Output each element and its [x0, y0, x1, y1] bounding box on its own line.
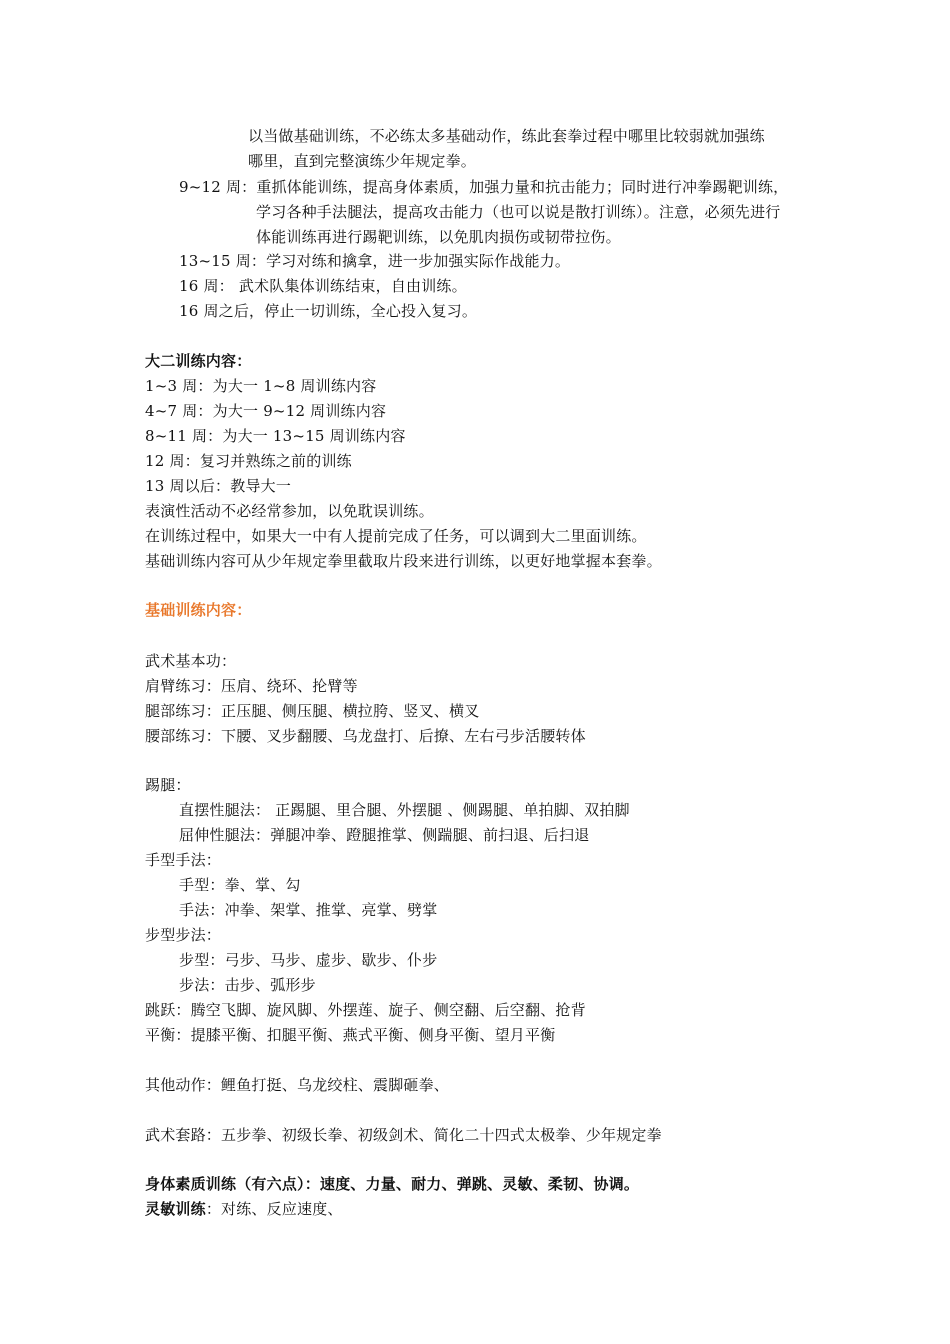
agility-text: ：对练、反应速度、 — [205, 1200, 343, 1218]
basic-training-heading: 基础训练内容： — [145, 601, 252, 619]
basic-line: 手型手法： — [145, 851, 222, 869]
basic-line: 武术基本功： — [145, 652, 237, 670]
year2-line: 12 周：复习并熟练之前的训练 — [145, 452, 352, 470]
week-16-line: 16 周： 武术队集体训练结束，自由训练。 — [179, 277, 467, 295]
year2-line: 在训练过程中，如果大一中有人提前完成了任务，可以调到大二里面训练。 — [145, 527, 647, 545]
basic-line: 武术套路：五步拳、初级长拳、初级剑术、简化二十四式太极拳、少年规定拳 — [145, 1126, 662, 1144]
basic-line: 肩臂练习：压肩、绕环、抡臂等 — [145, 677, 358, 695]
after-week-16-line: 16 周之后，停止一切训练，全心投入复习。 — [179, 302, 478, 320]
year2-line: 表演性活动不必经常参加，以免耽误训练。 — [145, 502, 434, 520]
paragraph-line: 体能训练再进行踢靶训练，以免肌肉损伤或韧带拉伤。 — [256, 228, 621, 246]
basic-line: 跳跃：腾空飞脚、旋风脚、外摆莲、旋子、侧空翻、后空翻、抢背 — [145, 1001, 586, 1019]
basic-subline: 直摆性腿法： 正踢腿、里合腿、外摆腿 、侧踢腿、单拍脚、双拍脚 — [179, 801, 630, 819]
year2-heading: 大二训练内容： — [145, 352, 252, 370]
year2-line: 1~3 周：为大一 1~8 周训练内容 — [145, 377, 377, 395]
basic-line: 踢腿： — [145, 776, 191, 794]
paragraph-line: 以当做基础训练，不必练太多基础动作，练此套拳过程中哪里比较弱就加强练 — [248, 127, 765, 145]
paragraph-line: 哪里，直到完整演练少年规定拳。 — [248, 152, 477, 170]
basic-line: 腰部练习：下腰、叉步翻腰、乌龙盘打、后撩、左右弓步活腰转体 — [145, 727, 586, 745]
basic-subline: 手法：冲拳、架掌、推掌、亮掌、劈掌 — [179, 901, 438, 919]
year2-line: 8~11 周：为大一 13~15 周训练内容 — [145, 427, 406, 445]
agility-label: 灵敏训练 — [145, 1200, 206, 1218]
week-13-15-line: 13~15 周：学习对练和擒拿，进一步加强实际作战能力。 — [179, 252, 571, 270]
basic-line: 步型步法： — [145, 926, 222, 944]
basic-subline: 屈伸性腿法：弹腿冲拳、蹬腿推掌、侧踹腿、前扫退、后扫退 — [179, 826, 590, 844]
basic-subline: 步法：击步、弧形步 — [179, 976, 316, 994]
basic-line: 腿部练习：正压腿、侧压腿、横拉胯、竖叉、横叉 — [145, 702, 480, 720]
agility-line — [145, 1199, 343, 1219]
basic-line: 平衡：提膝平衡、扣腿平衡、燕式平衡、侧身平衡、望月平衡 — [145, 1026, 556, 1044]
week-9-12-line: 9~12 周：重抓体能训练，提高身体素质，加强力量和抗击能力；同时进行冲拳踢靶训练， — [179, 178, 789, 196]
year2-line: 4~7 周：为大一 9~12 周训练内容 — [145, 402, 387, 420]
paragraph-line: 学习各种手法腿法，提高攻击能力（也可以说是散打训练）。注意，必须先进行 — [256, 203, 781, 221]
basic-line: 其他动作：鲤鱼打挺、乌龙绞柱、震脚砸拳、 — [145, 1076, 450, 1094]
year2-line: 13 周以后：教导大一 — [145, 477, 292, 495]
basic-subline: 手型：拳、掌、勾 — [179, 876, 301, 894]
year2-line: 基础训练内容可从少年规定拳里截取片段来进行训练，以更好地掌握本套拳。 — [145, 552, 662, 570]
basic-subline: 步型：弓步、马步、虚步、歇步、仆步 — [179, 951, 438, 969]
physical-heading: 身体素质训练（有六点）：速度、力量、耐力、弹跳、灵敏、柔韧、协调。 — [145, 1175, 640, 1193]
